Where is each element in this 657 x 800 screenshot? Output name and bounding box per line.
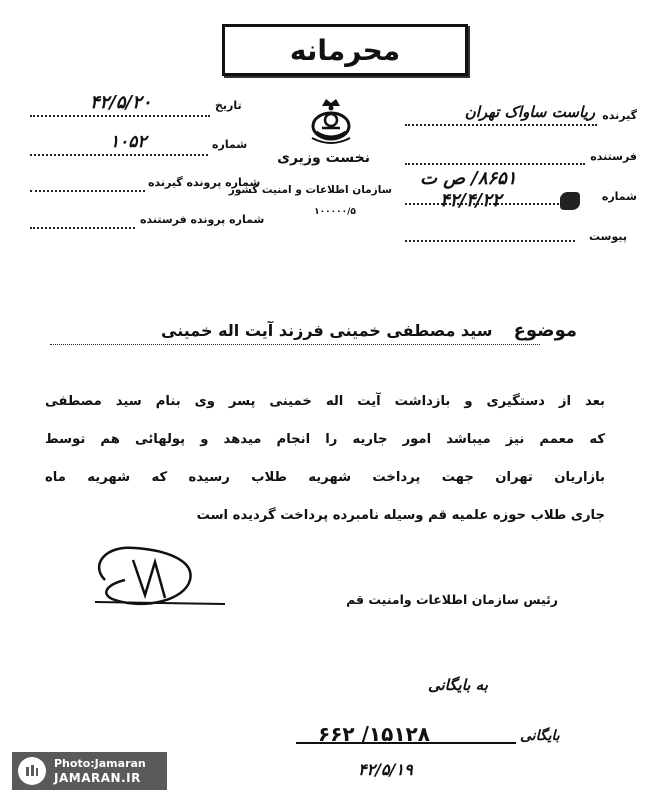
number-label: شماره [601,190,637,203]
filing-underline [296,742,516,744]
watermark-site: JAMARAN.IR [54,771,141,785]
to-label: گیرنده [602,109,637,122]
subject-label: موضوع [513,320,577,341]
receiver-file-label: شماره پرونده گیرنده [148,176,261,189]
date-dotted-line [30,115,210,117]
from-dotted-line [405,163,585,165]
handwritten-note: به بایگانی [428,676,488,694]
date-label: تاریخ [215,99,242,112]
number-dotted-line [405,203,575,205]
ink-blot [560,192,580,210]
jamaran-watermark [12,752,167,790]
watermark-credit: Photo:Jamaran [54,757,146,770]
number2-label: شماره [212,138,248,151]
handwritten-signature [85,540,235,624]
classification-title: محرمانه [289,33,401,67]
from-label: فرستنده [590,150,637,163]
receiver-file-dotted-line [30,190,145,192]
signature-title: رئیس سازمان اطلاعات وامنیت قم [346,592,558,607]
body-line-3: بازاریان تهران جهت پرداخت شهریه طلاب رسیده که شهریه ماه [45,470,605,485]
subject-row [161,320,577,341]
subject-dotted-line [50,344,540,345]
attachment-dotted-line [405,240,575,242]
handwritten-initials: بایگانی [520,728,560,744]
number2-dotted-line [30,154,208,156]
number-value: ۸۶۵۱/ ص ت [420,168,517,189]
number2-value: ۱۰۵۲ [110,132,147,152]
to-dotted-line [405,124,597,126]
body-line-1: بعد از دستگیری و بازداشت آیت اله خمینی پسر وی بنام سید مصطفی [45,394,605,409]
sender-file-dotted-line [30,227,135,229]
sender-file-label: شماره پرونده فرستنده [140,213,265,226]
classification-box [222,24,468,76]
handwritten-date: ۴۲/۵/۱۹ [358,760,413,779]
jamaran-logo-icon [18,757,46,785]
to-value: ریاست ساواک تهران [464,103,595,121]
emblem-text-ministry: نخست وزیری [277,150,370,166]
subject-value: سید مصطفی خمینی فرزند آیت اله خمینی [161,321,493,340]
date-value: ۴۲/۵/۲۰ [90,92,152,113]
emblem-text-number: ۱۰۰۰۰۰/۵ [314,207,356,217]
lion-and-sun-emblem-icon [300,96,362,148]
attachment-label: پیوست [589,230,627,243]
body-line-2: که معمم نیز میباشد امور جاریه را انجام میدهد و پولهائی هم توسط [45,432,605,447]
filing-number: ۱۵۱۲۸/ ۶۶۲ [318,722,430,746]
body-line-4: جاری طلاب حوزه علمیه قم وسیله نامبرده پرداخت گردیده است [196,508,605,523]
emblem-text-organization: سازمان اطلاعات و امنیت کشور [228,184,392,196]
date-stamp-value: ۴۲/۴/۲۲ [440,190,502,211]
